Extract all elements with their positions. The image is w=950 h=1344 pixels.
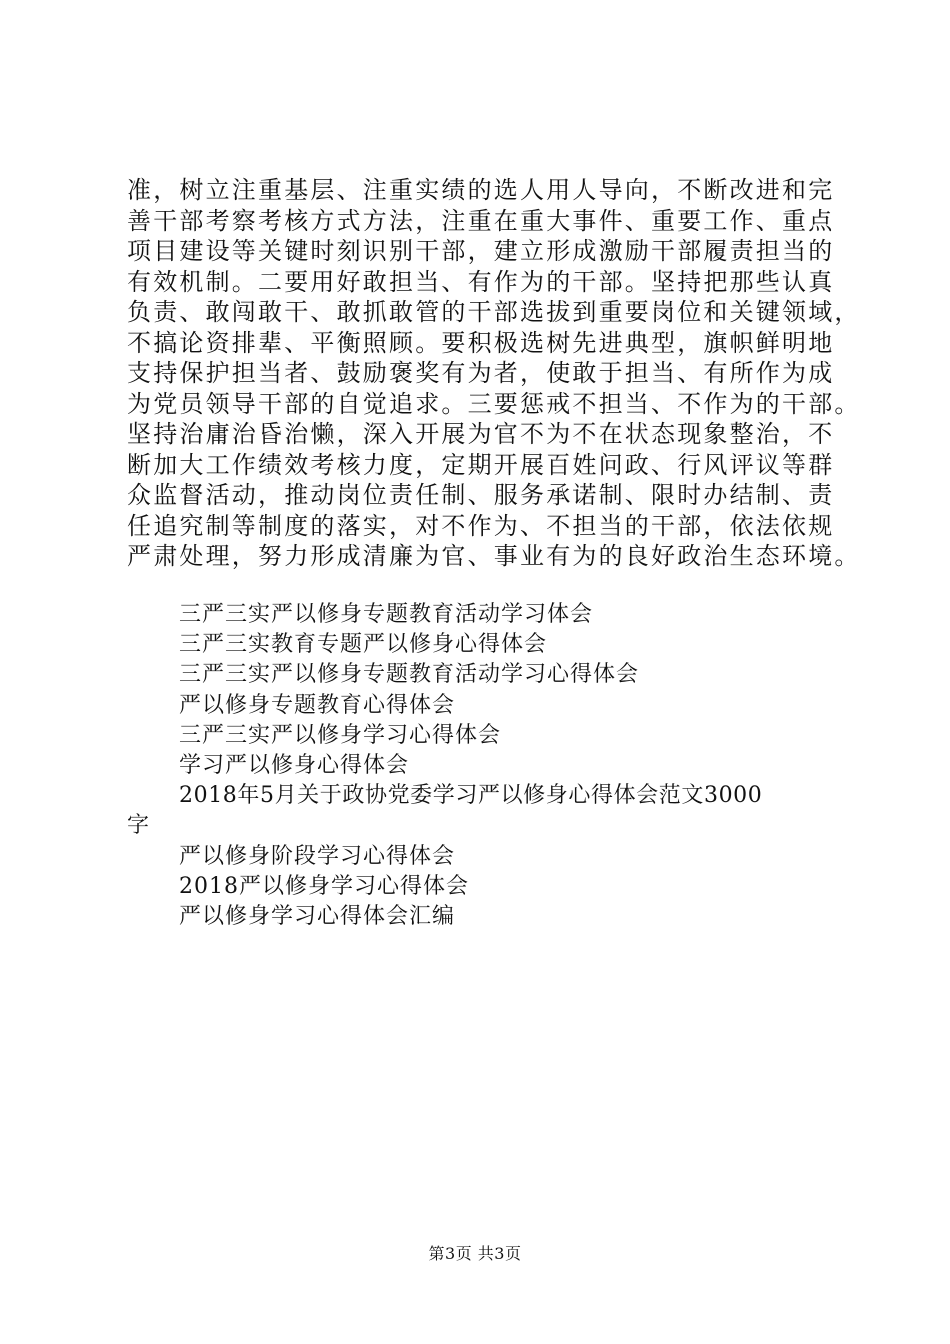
paragraph-line: 项目建设等关键时刻识别干部，建立形成激励干部履责担当的: [127, 237, 835, 265]
related-article-title: 三严三实严以修身专题教育活动学习心得体会: [179, 662, 640, 688]
related-article-title: 2018严以修身学习心得体会: [179, 873, 469, 899]
related-article-title: 严以修身学习心得体会汇编: [179, 903, 456, 929]
paragraph-line: 不搞论资排辈、平衡照顾。要积极选树先进典型，旗帜鲜明地: [127, 328, 835, 357]
related-article-title-continuation: 字: [127, 813, 151, 839]
related-article-title: 严以修身专题教育心得体会: [179, 692, 456, 718]
paragraph-line: 断加大工作绩效考核力度，定期开展百姓问政、行风评议等群: [127, 450, 835, 479]
paragraph-line: 严肃处理，努力形成清廉为官、事业有为的良好政治生态环境。: [127, 542, 861, 570]
paragraph-line: 准，树立注重基层、注重实绩的选人用人导向，不断改进和完: [127, 176, 835, 204]
paragraph-line: 负责、敢闯敢干、敢抓敢管的干部选拔到重要岗位和关键领域，: [127, 298, 861, 326]
paragraph-line: 为党员领导干部的自觉追求。三要惩戒不担当、不作为的干部。: [127, 389, 861, 418]
paragraph-line: 支持保护担当者、鼓励褒奖有为者，使敢于担当、有所作为成: [127, 359, 835, 387]
related-article-title: 三严三实严以修身专题教育活动学习体会: [179, 602, 594, 627]
paragraph-line: 任追究制等制度的落实，对不作为、不担当的干部，依法依规: [127, 511, 835, 540]
body-paragraph: [127, 175, 861, 572]
related-article-title: 严以修身阶段学习心得体会: [179, 843, 456, 869]
page-number-footer: 第3页 共3页: [428, 1244, 522, 1263]
related-article-title: 学习严以修身心得体会: [179, 752, 410, 778]
paragraph-line: 众监督活动，推动岗位责任制、服务承诺制、限时办结制、责: [127, 481, 835, 509]
paragraph-line: 坚持治庸治昏治懒，深入开展为官不为不在状态现象整治，不: [127, 420, 835, 448]
related-article-title: 2018年5月关于政协党委学习严以修身心得体会范文3000: [179, 783, 763, 809]
related-articles-list: [127, 600, 832, 932]
related-article-title: 三严三实严以修身学习心得体会: [179, 722, 502, 748]
paragraph-line: 有效机制。二要用好敢担当、有作为的干部。坚持把那些认真: [127, 267, 835, 296]
paragraph-line: 善干部考察考核方式方法，注重在重大事件、重要工作、重点: [127, 206, 835, 235]
related-article-title: 三严三实教育专题严以修身心得体会: [179, 632, 548, 658]
